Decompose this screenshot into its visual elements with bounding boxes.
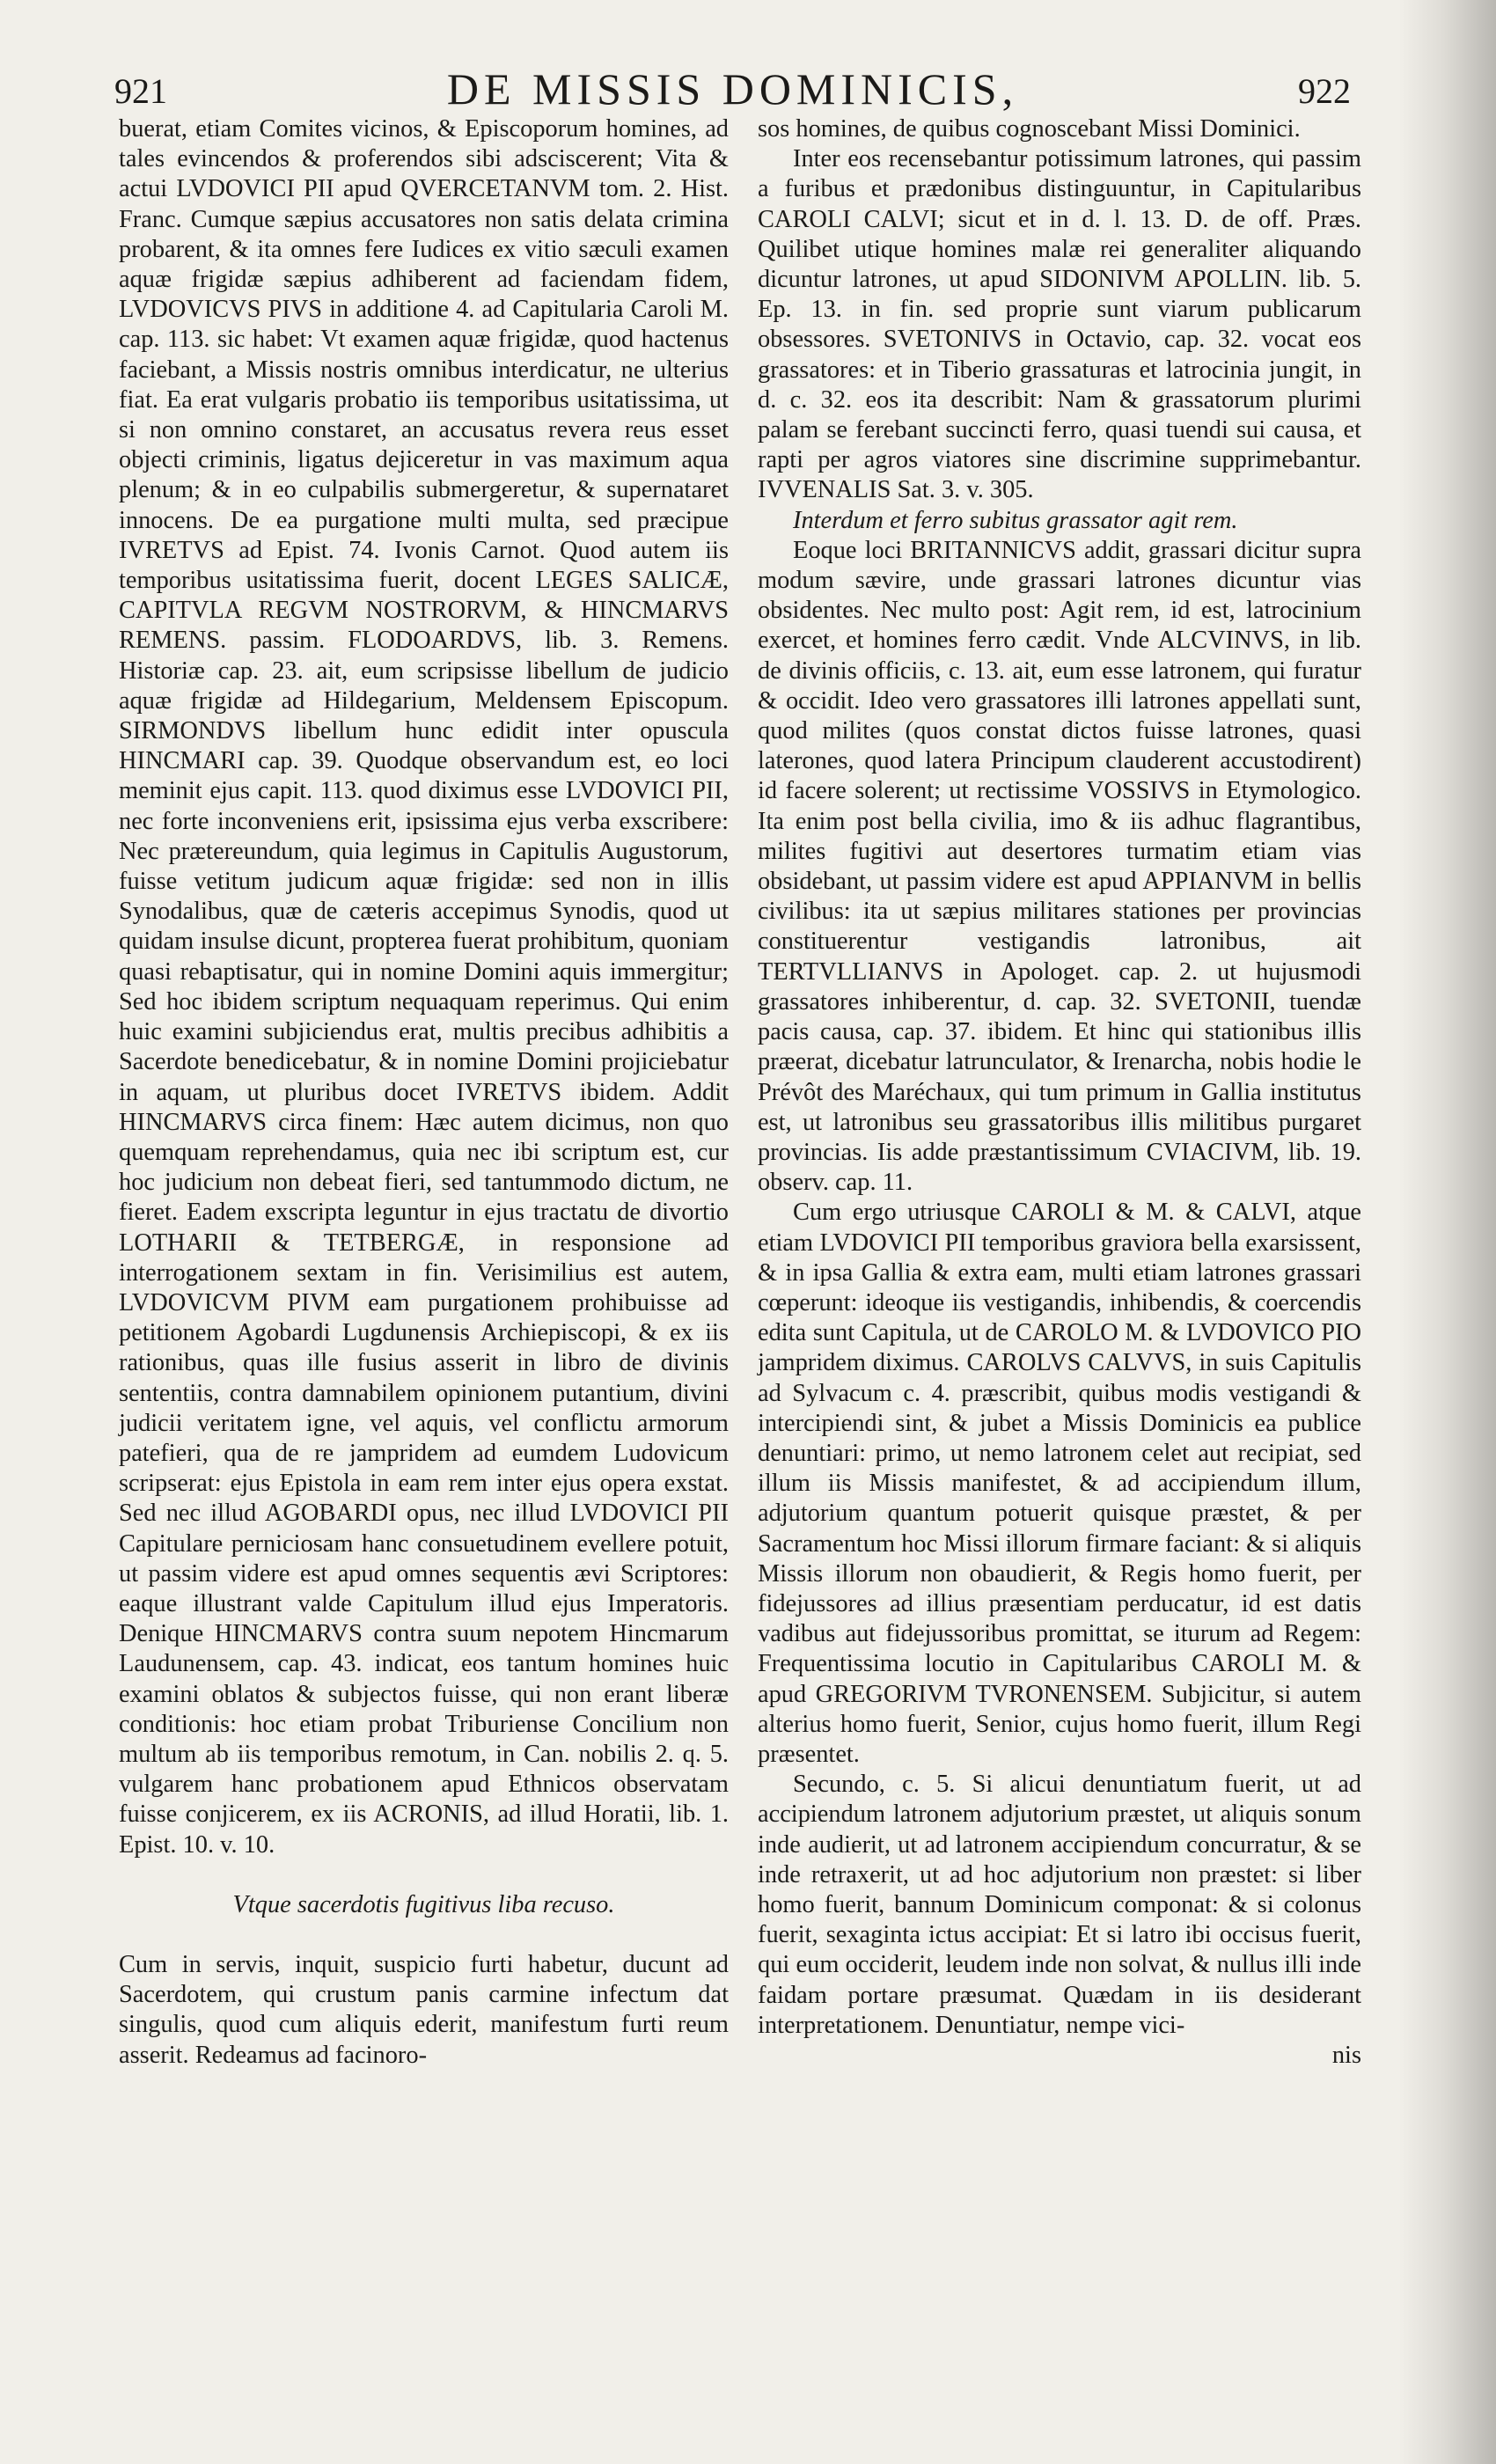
paragraph: Inter eos recensebantur potissimum latrones, qui passim a furibus et prædonibus distinguuntur, in Capitularibus CAROLI CALVI; sicut et in d. l. 13. D. de off. Præs. Quilibet utique homines malæ rei generaliter aliquando dicuntur latrones, ut apud SIDONIVM APOLLIN. lib. 5. Ep. 13. in fin. sed proprie sunt viarum publicarum obsessores. SVETONIVS in Octavio, cap. 32. vocat eos grassatores: et in Tiberio grassaturas et latrocinia jungit, in d. c. 32. eos ita describit: Nam & grassatorum plurimi palam se ferebant succincti ferro, quasi tuendi sui causa, et rapti per agros viatores sine discrimine supprimebantur. IVVENALIS Sat. 3. v. 305.: [758, 145, 1361, 504]
paragraph: Cum ergo utriusque CAROLI & M. & CALVI, atque etiam LVDOVICI PII temporibus graviora bella exarsissent, & in ipsa Gallia & extra eam, multi etiam latrones grassari cœperunt: ideoque iis vestigandis, inhibendis, & coercendis edita sunt Capitula, ut de CAROLO M. & LVDOVICO PIO jampridem diximus. CAROLVS CALVVS, in suis Capitulis ad Sylvacum c. 4. præscribit, quibus modis vestigandi & intercipiendi sint, & jubet a Missis Dominicis ea publice denuntiari: primo, ut nemo latronem celet aut recipiat, sed illum iis Missis manifestet, & ad accipiendum illum, adjutorium quantum potuerit quisque præstet, & per Sacramentum hoc Missi illorum firmare faciant: & si aliquis Missis illorum non obaudierit, & Regis homo fuerit, per fidejussores ad illius præsentiam perducatur, id est datis vadibus aut fidejussoribus promittat, se iturum ad Regem: Frequentissima locutio in Capitularibus CAROLI M. & apud GREGORIVM TVRONENSEM. Subjicitur, si autem alterius homo fuerit, Senior, cujus homo fuerit, illum Regi præsentet.: [758, 1199, 1361, 1768]
paragraph: sos homines, de quibus cognoscebant Missi Dominici.: [758, 115, 1301, 143]
page-number-left: 921: [114, 71, 167, 111]
verse-quote: Vtque sacerdotis fugitivus liba recuso.: [232, 1890, 615, 1918]
page-number-right: 922: [1298, 71, 1351, 111]
paragraph: Cum in servis, inquit, suspicio furti habetur, ducunt ad Sacerdotem, qui crustum panis carmine infectum dat singulis, quod cum aliquis ederit, manifestum furti reum asserit. Redeamus ad facinoro-: [119, 1950, 729, 2069]
catchword: nis: [1331, 2042, 1361, 2069]
running-title: DE MISSIS DOMINICIS,: [446, 64, 1019, 114]
verse-quote: Interdum et ferro subitus grassator agit rem.: [793, 506, 1238, 534]
left-column: [119, 114, 729, 2438]
page-edge-shadow: [1399, 0, 1496, 2464]
paragraph: Eoque loci BRITANNICVS addit, grassari dicitur supra modum sævire, unde grassari latrones dicuntur vias obsidentes. Nec multo post: Agit rem, id est, latrocinium exercet, et homines ferro cædit. Vnde ALCVINVS, in lib. de divinis officiis, c. 13. ait, eum esse latronem, qui furatur & occidit. Ideo vero grassatores illi latrones appellati sunt, quod milites (quos constat dictos fuisse latrones, quasi laterones, quod latera Principum clauderent accustodirent) id facere solerent; ut rectissime VOSSIVS in Etymologico. Ita enim post bella civilia, imo & iis adhuc flagrantibus, milites fugitivi aut desertores turmatim etiam vias obsidebant, ut passim videre est apud APPIANVM in bellis civilibus: ita ut sæpius militares stationes per provincias constituerentur vestigandis latronibus, ait TERTVLLIANVS in Apologet. cap. 2. ut hujusmodi grassatores inhiberentur, d. cap. 32. SVETONII, tuendæ pacis causa, cap. 37. ibidem. Et hinc qui stationibus illis præerat, dicebatur latrunculator, & Irenarcha, nobis hodie le Prévôt des Maréchaux, qui tum primum in Gallia institutus est, ut latronibus seu grassatoribus illis militibus purgaret provincias. Iis adde præstantissimum CVIACIVM, lib. 19. observ. cap. 11.: [758, 536, 1361, 1197]
paragraph: Secundo, c. 5. Si alicui denuntiatum fuerit, ut ad accipiendum latronem adjutorium præstet, ut aliquis sonum inde audierit, ut ad latronem accipiendum concurratur, & se inde retraxerit, ut ad hoc adjutorium non præstet: si liber homo fuerit, bannum Dominicum componat: & si colonus fuerit, sexaginta ictus accipiat: Et si latro ibi occisus fuerit, qui eum occiderit, leudem inde non solvat, & nullus illi inde faidam portare præsumat. Quædam in iis desiderant interpretationem. Denuntiatur, nempe vici-: [758, 1771, 1361, 2039]
right-column: [758, 114, 1361, 2438]
paragraph: buerat, etiam Comites vicinos, & Episcoporum homines, ad tales evincendos & proferendos sibi adsciscerent; Vita & actui LVDOVICI PII apud QVERCETANVM tom. 2. Hist. Franc. Cumque sæpius accusatores non satis delata crimina probarent, & ita omnes fere Iudices ex vitio sæculi examen aquæ frigidæ sæpius adhiberent ad faciendam fidem, LVDOVICVS PIVS in additione 4. ad Capitularia Caroli M. cap. 113. sic habet: Vt examen aquæ frigidæ, quod hactenus faciebant, a Missis nostris omnibus interdicatur, ne ulterius fiat. Ea erat vulgaris probatio iis temporibus usitatissima, ut si non omnino constaret, an accusatus revera reus esset objecti criminis, ligatus dejiceretur in vas maximum aqua plenum; & in eo culpabilis submergeretur, & supernataret innocens. De ea purgatione multi multa, sed præcipue IVRETVS ad Epist. 74. Ivonis Carnot. Quod autem iis temporibus usitatissima fuerit, docent LEGES SALICÆ, CAPITVLA REGVM NOSTRORVM, & HINCMARVS REMENS. passim. FLODOARDVS, lib. 3. Remens. Historiæ cap. 23. ait, eum scripsisse libellum de judicio aquæ frigidæ ad Hildegarium, Meldensem Episcopum. SIRMONDVS libellum hunc edidit inter opuscula HINCMARI cap. 39. Quodque observandum est, eo loci meminit ejus capit. 113. quod diximus esse LVDOVICI PII, nec forte inconveniens erit, ipsissima ejus verba exscribere: Nec prætereundum, quia legimus in Capitulis Augustorum, fuisse vetitum judicum aquæ frigidæ: sed non in illis Synodalibus, quæ de cæteris accepimus Synodis, quod ut quidam insulse dicunt, propterea fuerat prohibitum, quoniam quasi rebaptisatur, qui in nomine Domini aquis immergitur; Sed hoc ibidem scriptum nequaquam reperimus. Qui enim huic examini subjiciendus erat, multis precibus adhibitis a Sacerdote benedicebatur, & in nomine Domini projiciebatur in aquam, ut pluribus docet IVRETVS ibidem. Addit HINCMARVS circa finem: Hæc autem dicimus, non quo quemquam reprehendamus, quia nec ibi scriptum est, cur hoc judicium non debeat fieri, sed tantummodo dictum, ne fieret. Eadem exscripta leguntur in ejus tractatu de divortio LOTHARII & TETBERGÆ, in responsione ad interrogationem sextam in fin. Verisimilius est autem, LVDOVICVM PIVM eam purgationem prohibuisse ad petitionem Agobardi Lugdunensis Archiepiscopi, & ex iis rationibus, quas ille fusius asserit in libro de divinis sententiis, contra damnabilem opinionem putantium, divini judicii veritatem igne, vel aquis, vel conflictu armorum patefieri, qua de re jampridem ad eumdem Ludovicum scripserat: ejus Epistola in eam rem inter ejus opera exstat. Sed nec illud AGOBARDI opus, nec illud LVDOVICI PII Capitulare perniciosam hanc consuetudinem evellere potuit, ut passim videre est apud omnes sequentis ævi Scriptores: eaque illustrant valde Capitulum illud ejus Imperatoris. Denique HINCMARVS contra suum nepotem Hincmarum Laudunensem, cap. 43. indicat, eos tantum homines huic examini oblatos & subjectos fuisse, qui non erant liberæ conditionis: hoc etiam probat Triburiense Concilium non multum ab iis temporibus remotum, in Can. nobilis 2. q. 5. vulgarem hanc probationem apud Ethnicos observatam fuisse conjicerem, ex iis ACRONIS, ad illud Horatii, lib. 1. Epist. 10. v. 10.: [119, 115, 729, 1859]
